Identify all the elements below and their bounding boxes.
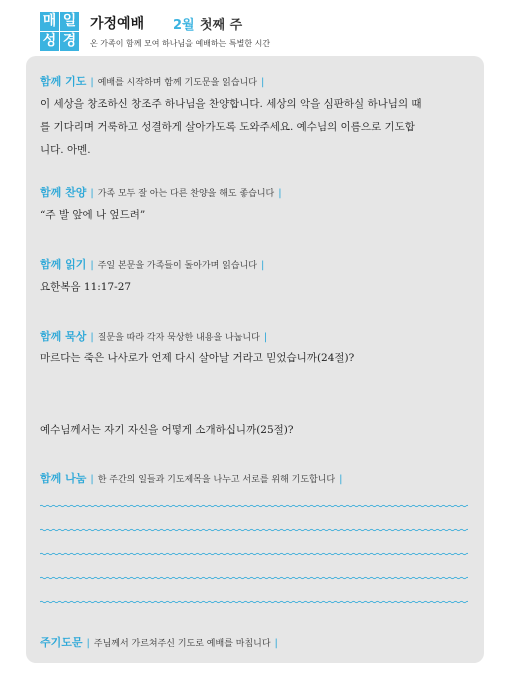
logo-char: 일: [60, 12, 79, 31]
lords-prayer-desc: 주님께서 가르쳐주신 기도로 예배를 마칩니다: [93, 639, 271, 649]
meditation-section-header: [40, 328, 271, 344]
month-label: 2월: [173, 18, 195, 33]
writing-line[interactable]: [40, 502, 468, 510]
divider: |: [90, 188, 94, 199]
prayer-label: 함께 기도: [40, 75, 87, 88]
reading-passage: 요한복음 11:17-27: [40, 281, 132, 293]
sharing-desc: 한 주간의 일들과 기도제목을 나누고 서로를 위해 기도합니다: [97, 475, 336, 485]
meditation-question: 마르다는 죽은 나사로가 언제 다시 살아날 거라고 믿었습니까(24절)?: [40, 352, 355, 364]
logo-char: 성: [40, 32, 59, 51]
prayer-line: 니다. 아멘.: [40, 144, 91, 156]
writing-line[interactable]: [40, 574, 468, 582]
prayer-line: 를 기다리며 거룩하고 성결하게 살아가도록 도와주세요. 예수님의 이름으로 기도합: [40, 121, 415, 133]
page-subtitle: 온 가족이 함께 모여 하나님을 예배하는 특별한 시간: [90, 39, 271, 48]
divider: |: [278, 188, 282, 199]
reading-label: 함께 읽기: [40, 258, 87, 271]
writing-line[interactable]: [40, 598, 468, 606]
divider: |: [274, 638, 278, 649]
page-header: [40, 12, 480, 52]
praise-song: “주 발 앞에 나 엎드려”: [40, 209, 146, 221]
prayer-desc: 예배를 시작하며 함께 기도문을 읽습니다: [97, 78, 257, 88]
praise-section-header: [40, 184, 286, 200]
meditation-question: 예수님께서는 자기 자신을 어떻게 소개하십니까(25절)?: [40, 424, 294, 436]
logo-char: 매: [40, 12, 59, 31]
writing-line[interactable]: [40, 526, 468, 534]
divider: |: [90, 474, 94, 485]
meditation-desc: 질문을 따라 각자 묵상한 내용을 나눕니다: [97, 333, 260, 343]
lords-prayer-section-header: [40, 634, 282, 650]
reading-section-header: [40, 256, 268, 272]
prayer-line: 이 세상을 창조하신 창조주 하나님을 찬양합니다. 세상의 악을 심판하실 하나님의 때: [40, 98, 422, 110]
praise-label: 함께 찬양: [40, 186, 87, 199]
writing-line[interactable]: [40, 550, 468, 558]
divider: |: [260, 260, 265, 271]
lords-prayer-label: 주기도문: [40, 636, 83, 649]
meditation-label: 함께 묵상: [40, 330, 87, 343]
praise-desc: 가족 모두 잘 아는 다른 찬양을 해도 좋습니다: [97, 189, 275, 199]
daily-bible-logo: [40, 12, 80, 52]
page-title: 가정예배: [90, 16, 145, 32]
divider: |: [86, 638, 90, 649]
sharing-label: 함께 나눔: [40, 472, 87, 485]
divider: |: [90, 260, 94, 271]
divider: |: [339, 474, 343, 485]
divider: |: [260, 77, 265, 88]
logo-char: 경: [60, 32, 79, 51]
sharing-section-header: [40, 470, 346, 486]
reading-desc: 주일 본문을 가족들이 돌아가며 읽습니다: [97, 261, 257, 271]
week-label: 첫째 주: [200, 18, 243, 33]
divider: |: [263, 332, 268, 343]
divider: |: [90, 77, 94, 88]
worship-card: [26, 56, 484, 663]
prayer-section-header: [40, 73, 268, 89]
divider: |: [90, 332, 94, 343]
prayer-text: [40, 93, 472, 162]
